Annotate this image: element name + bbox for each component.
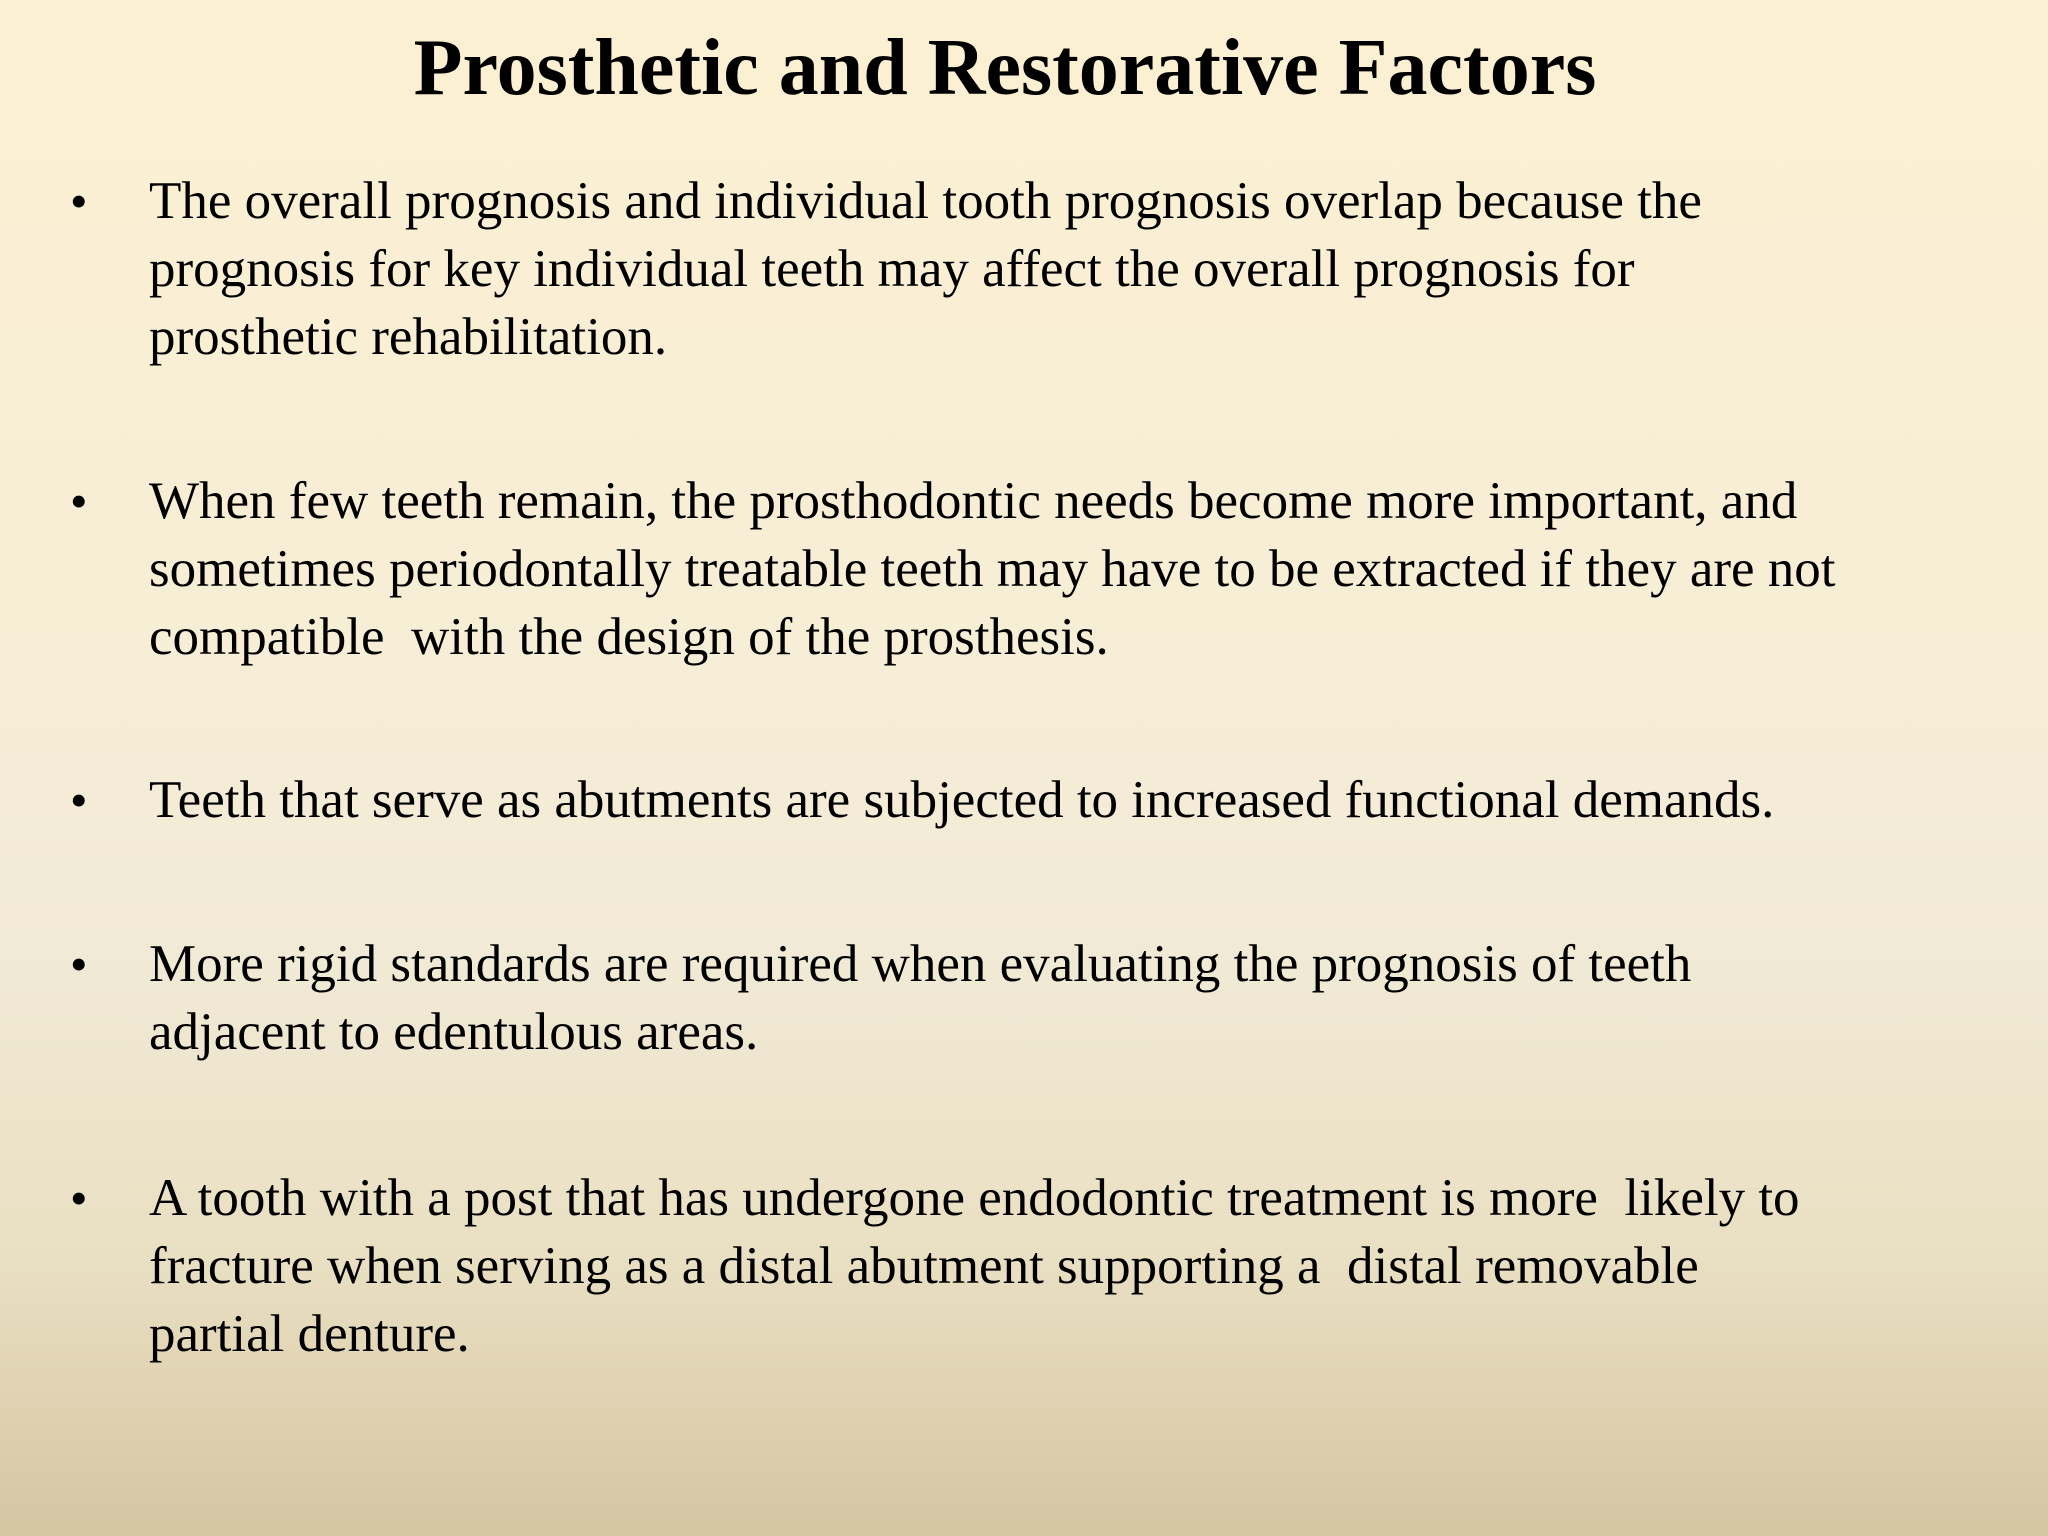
bullet-text xyxy=(149,167,2029,371)
bullet-line: sometimes periodontally treatable teeth may have to be extracted if they are not xyxy=(149,540,1836,598)
bullet-line: fracture when serving as a distal abutment supporting a distal removable xyxy=(149,1237,1699,1295)
bullet-line: The overall prognosis and individual tooth prognosis overlap because the xyxy=(149,172,1702,230)
bullet-icon: • xyxy=(70,173,88,229)
bullet-line: compatible with the design of the prosthesis. xyxy=(149,608,1109,666)
bullet-text xyxy=(149,1164,2029,1368)
bullet-text xyxy=(149,930,2029,1066)
bullet-line: When few teeth remain, the prosthodontic needs become more important, and xyxy=(149,472,1798,530)
bullet-icon: • xyxy=(70,772,88,828)
bullet-icon: • xyxy=(70,473,88,529)
bullet-line: More rigid standards are required when evaluating the prognosis of teeth xyxy=(149,935,1692,993)
bullet-line: partial denture. xyxy=(149,1305,470,1363)
bullet-line: A tooth with a post that has undergone endodontic treatment is more likely to xyxy=(149,1169,1800,1227)
bullet-line: prognosis for key individual teeth may affect the overall prognosis for xyxy=(149,240,1635,298)
bullet-line: Teeth that serve as abutments are subjected to increased functional demands. xyxy=(149,771,1775,829)
bullet-text xyxy=(149,766,2029,834)
bullet-text xyxy=(149,467,2029,671)
slide-title: Prosthetic and Restorative Factors xyxy=(413,24,1597,112)
bullet-icon: • xyxy=(70,1170,88,1226)
bullet-line: prosthetic rehabilitation. xyxy=(149,308,668,366)
bullet-icon: • xyxy=(70,936,88,992)
bullet-line: adjacent to edentulous areas. xyxy=(149,1003,759,1061)
